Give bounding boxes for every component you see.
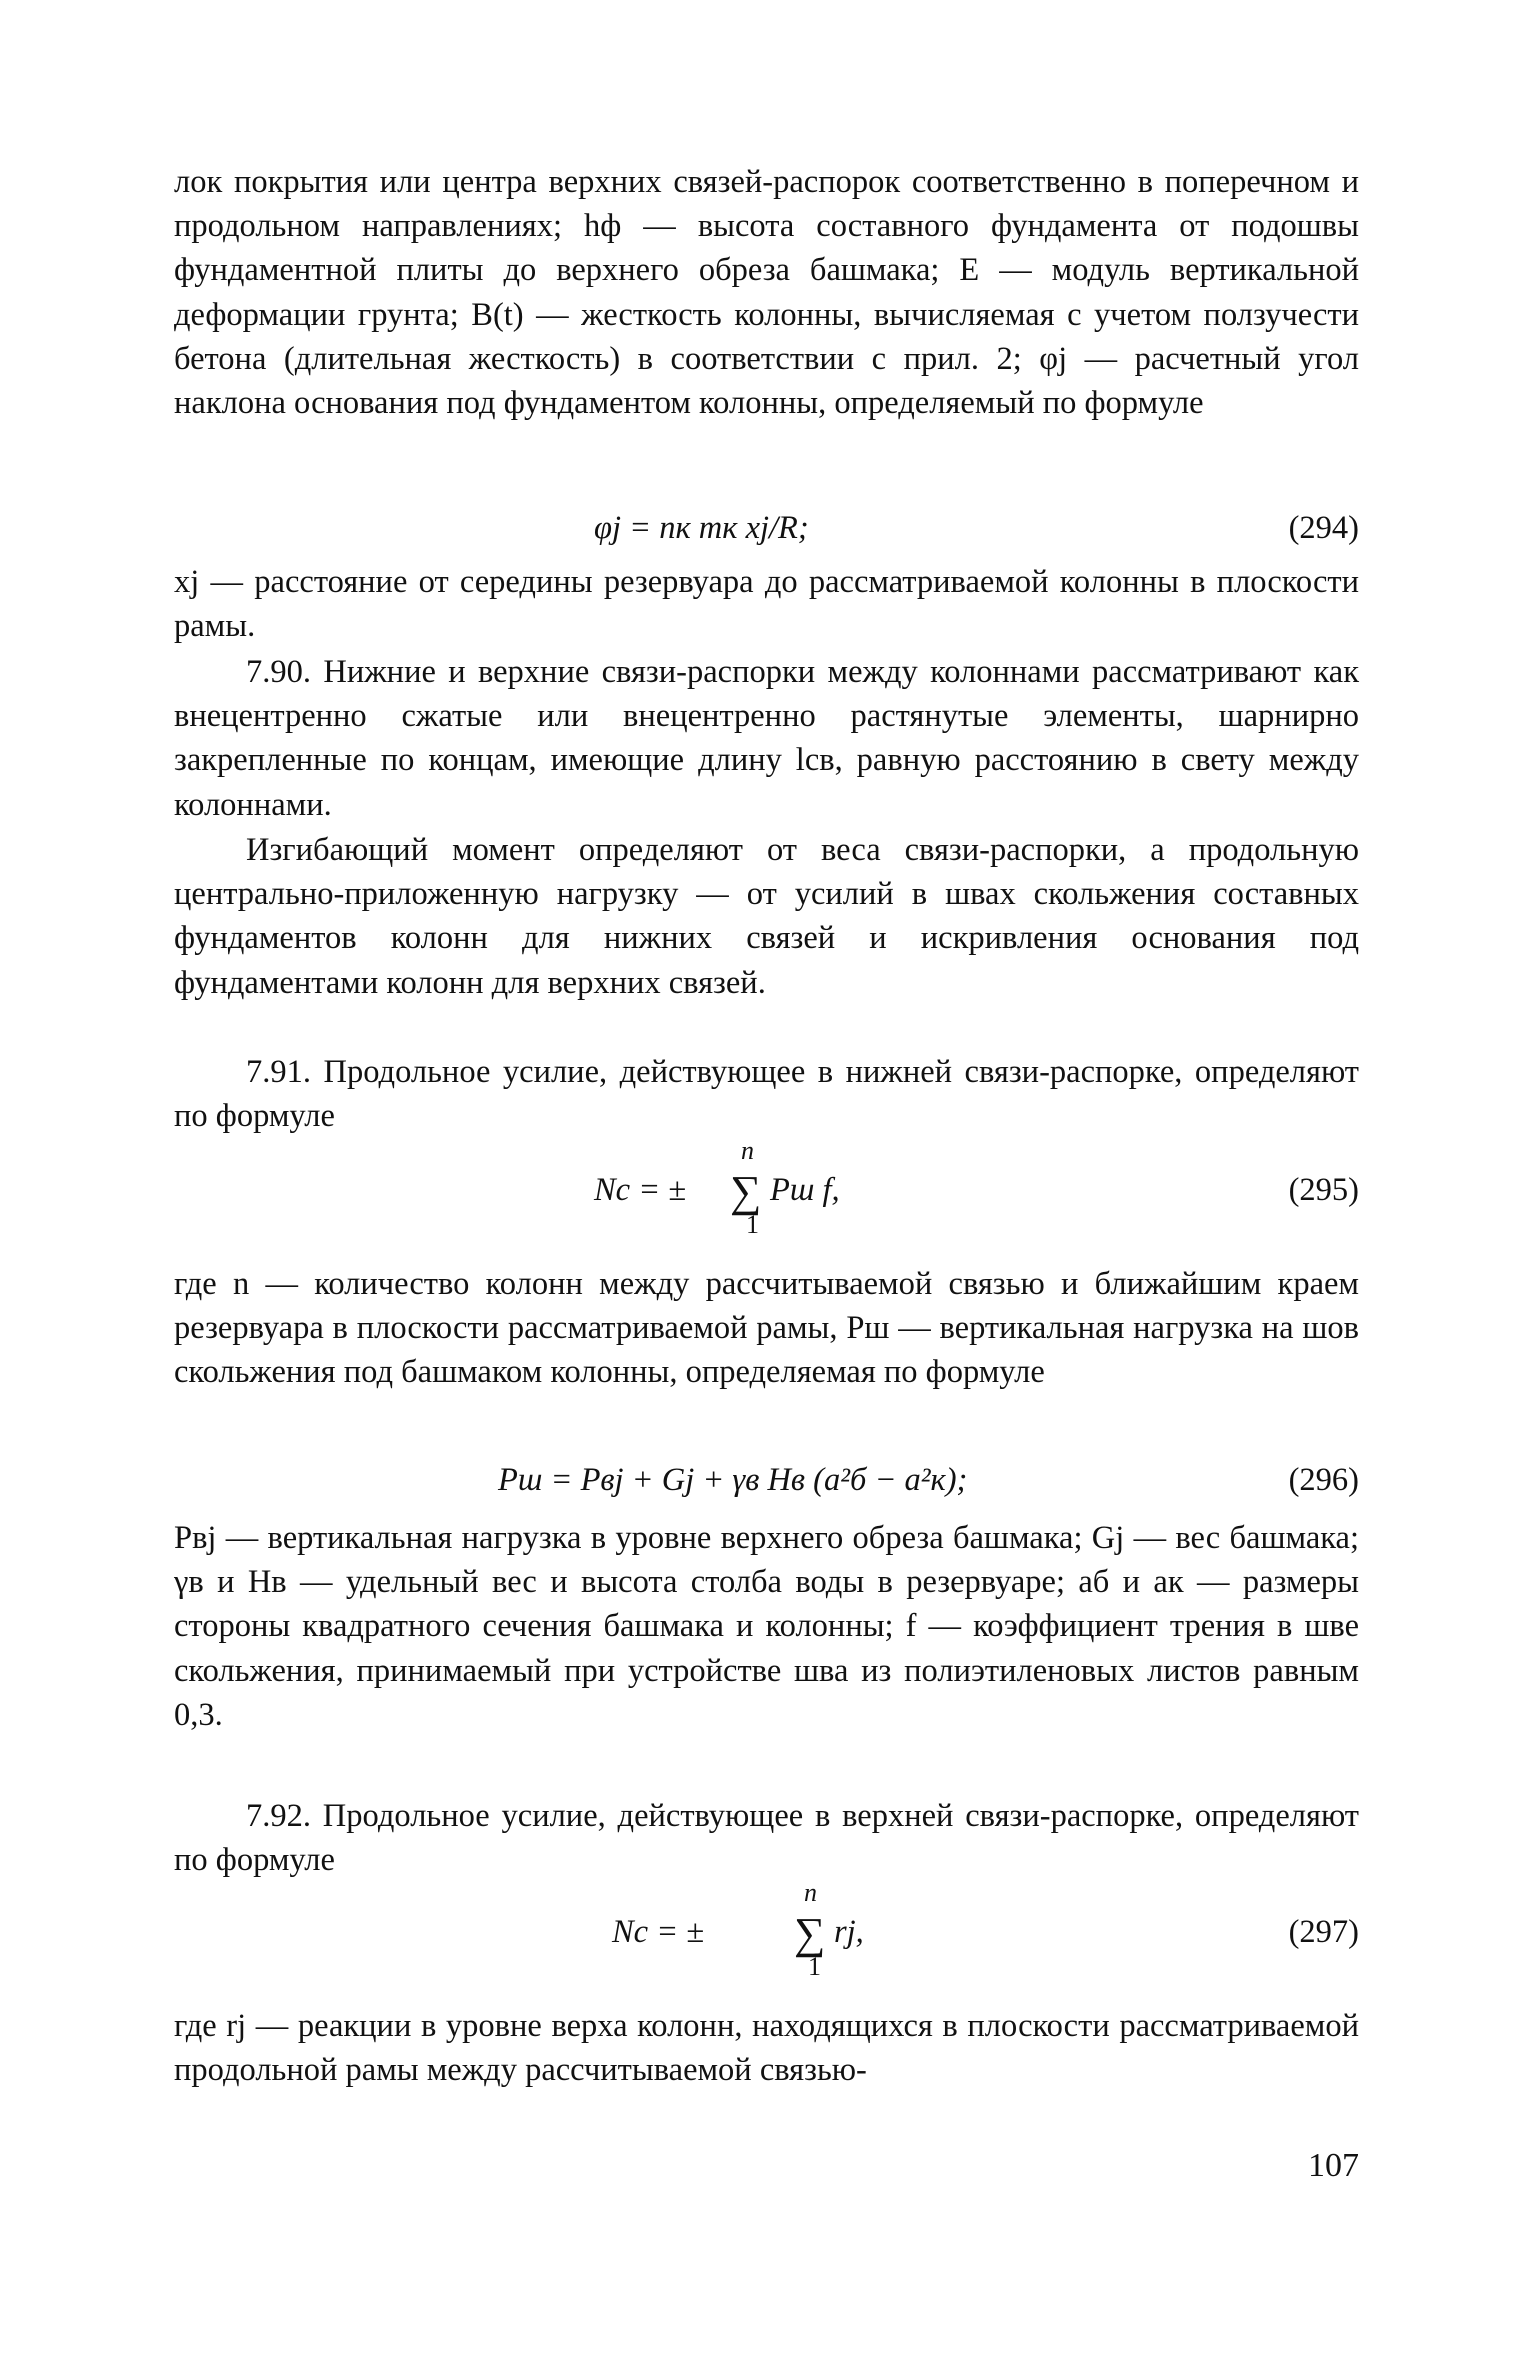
equation-number: (297)	[1288, 1914, 1359, 1950]
paragraph-text: где n — количество колонн между рассчитываемой связью и ближайшим краем резервуара в плоскости рассматриваемой рамы, Pш — вертикальная нагрузка на шов скольжения под башмаком колонны, определяемая по формуле	[174, 1266, 1359, 1391]
paragraph-p-definitions	[174, 1516, 1359, 1737]
paragraph-definitions	[174, 160, 1359, 425]
sum-lower-limit: 1	[746, 1210, 759, 1239]
equation-number: (296)	[1288, 1462, 1359, 1498]
paragraph-bending-moment	[174, 828, 1359, 1005]
equation-294	[174, 510, 1359, 556]
sum-upper-limit: n	[804, 1878, 817, 1907]
paragraph-text: 7.90. Нижние и верхние связи-распорки между колоннами рассматривают как внецентренно сжатые или внецентренно растянутые элементы, шарнирно закрепленные по концам, имеющие длину lсв, равную расстоянию в свету между колоннами.	[174, 654, 1359, 823]
sum-sign-icon: ∑	[730, 1167, 762, 1216]
page-number: 107	[1308, 2147, 1359, 2184]
section-7-92	[174, 1794, 1359, 1882]
equation-296	[174, 1462, 1359, 1508]
equation-right: Pш f,	[770, 1172, 840, 1208]
equation-number: (294)	[1288, 510, 1359, 546]
equation-number: (295)	[1288, 1172, 1359, 1208]
sum-upper-limit: n	[741, 1136, 754, 1165]
equation-expression: φj = nк mк xj/R;	[594, 510, 809, 546]
paragraph-text: лок покрытия или центра верхних связей-распорок соответственно в поперечном и продольном направлениях; hф — высота составного фундамента от подошвы фундаментной плиты до верхнего обреза башмака; E — модуль вертикальной деформации грунта; B(t) — жесткость колонны, вычисляемая с учетом ползучести бетона (длительная жесткость) в соответствии с прил. 2; φj — расчетный угол наклона основания под фундаментом колонны, определяемый по формуле	[174, 164, 1359, 422]
equation-left: Nс = ±	[594, 1172, 687, 1208]
equation-expression: Pш = Pвj + Gj + γв Hв (a²б − a²к);	[498, 1462, 968, 1498]
paragraph-text: Изгибающий момент определяют от веса связи-распорки, а продольную центрально-приложенную нагрузку — от усилий в швах скольжения составных фундаментов колонн для нижних связей и искривления основания под фундаментами колонн для верхних связей.	[174, 832, 1359, 1001]
paragraph-r-definition	[174, 2004, 1359, 2092]
section-7-91	[174, 1050, 1359, 1138]
equation-left: Nс = ±	[612, 1914, 705, 1950]
equation-right: rj,	[834, 1914, 864, 1950]
paragraph-x-definition	[174, 560, 1359, 648]
paragraph-text: Pвj — вертикальная нагрузка в уровне верхнего обреза башмака; Gj — вес башмака; γв и Hв — удельный вес и высота столба воды в резервуаре; aб и aк — размеры стороны квадратного сечения башмака и колонны; f — коэффициент трения в шве скольжения, принимаемый при устройстве шва из полиэтиленовых листов равным 0,3.	[174, 1520, 1359, 1733]
paragraph-text: где rj — реакции в уровне верха колонн, находящихся в плоскости рассматриваемой продольной рамы между рассчитываемой связью-	[174, 2008, 1359, 2089]
equation-295	[174, 1136, 1359, 1239]
section-7-90	[174, 650, 1359, 827]
equation-297	[174, 1878, 1359, 1981]
sum-lower-limit: 1	[808, 1952, 821, 1981]
sum-sign-icon: ∑	[794, 1909, 826, 1958]
paragraph-text: 7.92. Продольное усилие, действующее в верхней связи-распорке, определяют по формуле	[174, 1798, 1359, 1879]
paragraph-n-definition	[174, 1262, 1359, 1395]
paragraph-text: xj — расстояние от середины резервуара до рассматриваемой колонны в плоскости рамы.	[174, 564, 1359, 645]
paragraph-text: 7.91. Продольное усилие, действующее в нижней связи-распорке, определяют по формуле	[174, 1054, 1359, 1135]
